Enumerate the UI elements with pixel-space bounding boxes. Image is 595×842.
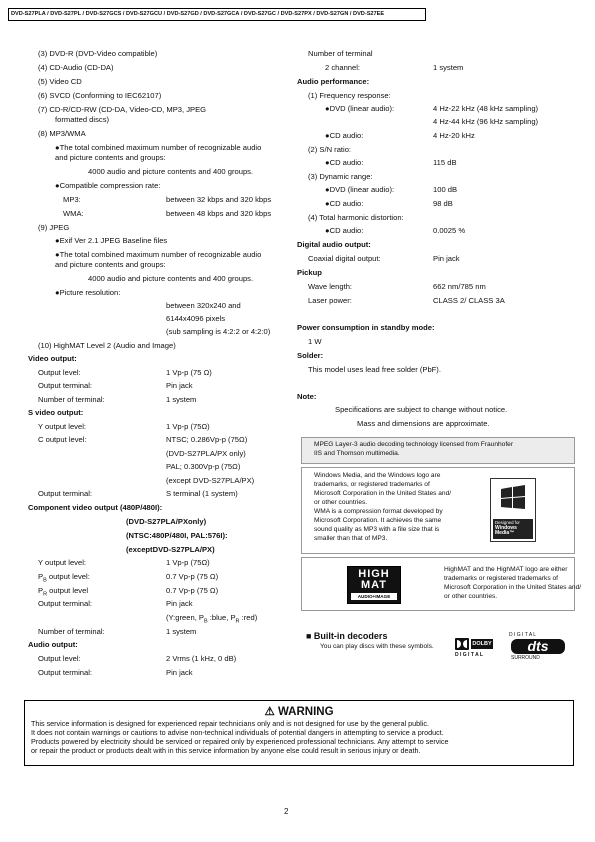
sv-c-label: C output level: <box>38 435 87 444</box>
mpeg-line-1: MPEG Layer-3 audio decoding technology licensed from Fraunhofer <box>314 441 514 448</box>
windows-media-logo <box>490 478 536 542</box>
cv-terminal-value: Pin jack <box>166 599 193 608</box>
wave-label: Wave length: <box>308 282 353 291</box>
spec-item-7-cont: formatted discs) <box>55 115 110 124</box>
vo-terminal-label: Output terminal: <box>38 381 93 390</box>
warning-line-2: It does not contain warnings or cautions to advise non-technical individuals of potential dangers in attempting to service a product. <box>31 728 444 737</box>
note-line-2: Mass and dimensions are approximate. <box>357 419 490 428</box>
sn-cd-value: 115 dB <box>433 158 457 167</box>
built-in-decoders-title: ■ Built-in decoders <box>306 631 388 641</box>
highmat-logo: HIGH MAT AUDIO+IMAGE <box>347 566 401 604</box>
audio-performance-heading: Audio performance: <box>297 77 370 86</box>
vo-terminal-value: Pin jack <box>166 381 193 390</box>
spec-item-6: (6) SVCD (Conforming to IEC62107) <box>38 91 162 100</box>
mp3-total-text-3: 4000 audio and picture contents and 400 groups. <box>88 167 254 176</box>
ch2-label: 2 channel: <box>325 63 361 72</box>
freq-heading: (1) Frequency response: <box>308 91 391 100</box>
power-heading: Power consumption in standby mode: <box>297 323 435 332</box>
spec-item-7: (7) CD-R/CD-RW (CD-DA, Video-CD, MP3, JPEG <box>38 105 207 114</box>
spec-item-3: (3) DVD-R (DVD-Video compatible) <box>38 49 158 58</box>
thd-cd-label: ●CD audio: <box>325 226 364 235</box>
ao-terminal-label: Output terminal: <box>38 668 93 677</box>
vo-number-label: Number of terminal: <box>38 395 105 404</box>
pickup-heading: Pickup <box>297 268 322 277</box>
hm-line-1: HighMAT and the HighMAT logo are either <box>444 566 568 573</box>
jpg-total-text: ●The total combined maximum number of recognizable audio <box>55 250 262 259</box>
jpg-total-text-2: and picture contents and groups: <box>55 260 166 269</box>
spec-item-8: (8) MP3/WMA <box>38 129 86 138</box>
vo-level-label: Output level: <box>38 368 81 377</box>
sv-y-value: 1 Vp-p (75Ω) <box>166 422 210 431</box>
mpeg-license-box <box>301 437 575 464</box>
resolution-value-2: 6144x4096 pixels <box>166 314 226 323</box>
wm-line-6: Microsoft Corporation. It achieves the same <box>314 517 442 524</box>
page-number: 2 <box>284 807 289 816</box>
wm-line-7: sound quality as MP3 with a file size that is <box>314 526 440 533</box>
wm-line-2: trademarks, or registered trademarks of <box>314 481 430 488</box>
spec-item-5: (5) Video CD <box>38 77 82 86</box>
cv-y-label: Y output level: <box>38 558 86 567</box>
freq-dvd-value-2: 4 Hz-44 kHz (96 kHz sampling) <box>433 117 539 126</box>
wm-line-3: Microsoft Corporation in the United States and/ <box>314 490 452 497</box>
component-note-2: (NTSC:480P/480I, PAL:576I): <box>126 531 228 540</box>
warning-line-1: This service information is designed for experienced repair technicians only and is not designed for use by the general public. <box>31 719 429 728</box>
sn-heading: (2) S/N ratio: <box>308 145 352 154</box>
dynamic-range-heading: (3) Dynamic range: <box>308 172 373 181</box>
wm-line-8: smaller than that of MP3. <box>314 535 388 542</box>
ch2-value: 1 system <box>433 63 464 72</box>
sv-c-value-4: (except DVD-S27PLA/PX) <box>166 476 255 485</box>
freq-dvd-value-1: 4 Hz-22 kHz (48 kHz sampling) <box>433 104 539 113</box>
built-in-decoders-sub: You can play discs with these symbols. <box>320 643 434 650</box>
windows-flag-icon <box>491 479 535 517</box>
ao-level-value: 2 Vrms (1 kHz, 0 dB) <box>166 654 237 663</box>
wma-rate-label: WMA: <box>63 209 84 218</box>
coax-label: Coaxial digital output: <box>308 254 381 263</box>
dolby-digital-logo: DOLBY D I G I T A L <box>455 638 497 660</box>
warning-title: ⚠ WARNING <box>264 706 334 718</box>
component-note-3: (exceptDVD-S27PLA/PX) <box>126 545 215 554</box>
power-value: 1 W <box>308 337 322 346</box>
mp3-rate-value: between 32 kbps and 320 kbps <box>166 195 272 204</box>
solder-heading: Solder: <box>297 351 324 360</box>
warning-line-3: Products powered by electricity should be serviced or repaired only by experienced professional technicians. Any attempt to service <box>31 737 449 746</box>
picture-resolution-heading: ●Picture resolution: <box>55 288 121 297</box>
wm-line-1: Windows Media, and the Windows logo are <box>314 472 441 479</box>
warning-box <box>24 700 574 766</box>
wm-logo-label: Designed for Windows Media™ <box>493 519 533 539</box>
digital-audio-heading: Digital audio output: <box>297 240 371 249</box>
mp3-rate-label: MP3: <box>63 195 81 204</box>
cv-terminal-label: Output terminal: <box>38 599 93 608</box>
mp3-total-text-2: and picture contents and groups: <box>55 153 166 162</box>
num-terminal-heading: Number of terminal <box>308 49 373 58</box>
dyn-cd-label: ●CD audio: <box>325 199 364 208</box>
cv-pb-value: 0.7 Vp-p (75 Ω) <box>166 572 219 581</box>
video-output-heading: Video output: <box>28 354 77 363</box>
highmat-box <box>301 557 582 611</box>
sv-c-value-2: (DVD-S27PLA/PX only) <box>166 449 246 458</box>
jpg-total-text-3: 4000 audio and picture contents and 400 groups. <box>88 274 254 283</box>
ao-level-label: Output level: <box>38 654 81 663</box>
sv-terminal-value: S terminal (1 system) <box>166 489 238 498</box>
sv-y-label: Y output level: <box>38 422 86 431</box>
thd-cd-value: 0.0025 % <box>433 226 466 235</box>
freq-cd-value: 4 Hz-20 kHz <box>433 131 475 140</box>
audio-output-heading: Audio output: <box>28 640 78 649</box>
svideo-heading: S video output: <box>28 408 84 417</box>
windows-media-box <box>301 467 575 554</box>
wm-line-4: or other countries. <box>314 499 368 506</box>
wma-rate-value: between 48 kbps and 320 kbps <box>166 209 272 218</box>
laser-value: CLASS 2/ CLASS 3A <box>433 296 505 305</box>
component-video-heading: Component video output (480P/480I): <box>28 503 163 512</box>
cv-pr-label: $P_R$ output level <box>38 586 89 598</box>
sv-c-value-1: NTSC; 0.286Vp-p (75Ω) <box>166 435 248 444</box>
cv-color-codes: (Y:green, $P_B$ :blue, $P_R$ :red) <box>166 613 258 625</box>
thd-heading: (4) Total harmonic distortion: <box>308 213 404 222</box>
vo-number-value: 1 system <box>166 395 197 404</box>
cv-pr-value: 0.7 Vp-p (75 Ω) <box>166 586 219 595</box>
exif-text: ●Exif Ver 2.1 JPEG Baseline files <box>55 236 168 245</box>
hm-line-4: or other countries. <box>444 593 498 600</box>
spec-item-9: (9) JPEG <box>38 223 70 232</box>
solder-value: This model uses lead free solder (PbF). <box>308 365 441 374</box>
wave-value: 662 nm/785 nm <box>433 282 486 291</box>
coax-value: Pin jack <box>433 254 460 263</box>
cv-number-value: 1 system <box>166 627 197 636</box>
sv-c-value-3: PAL; 0.300Vp-p (75Ω) <box>166 462 241 471</box>
spec-item-4: (4) CD-Audio (CD-DA) <box>38 63 114 72</box>
compression-rate-heading: ●Compatible compression rate: <box>55 181 161 190</box>
resolution-value-1: between 320x240 and <box>166 301 241 310</box>
dyn-dvd-value: 100 dB <box>433 185 458 194</box>
spec-item-10: (10) HighMAT Level 2 (Audio and Image) <box>38 341 176 350</box>
freq-dvd-label: ●DVD (linear audio): <box>325 104 395 113</box>
dyn-cd-value: 98 dB <box>433 199 453 208</box>
sn-cd-label: ●CD audio: <box>325 158 364 167</box>
wm-line-5: WMA is a compression format developed by <box>314 508 443 515</box>
note-heading: Note: <box>297 392 317 401</box>
model-header: DVD-S27PLA / DVD-S27PL / DVD-S27GCS / DVD-S27GCU / DVD-S27GD / DVD-S27GCA / DVD-S27GC / DVD-S27PX / DVD-S27GN / DVD-S27EE <box>8 8 426 21</box>
hm-line-3: Microsoft Corporation in the United States and/ <box>444 584 582 591</box>
note-line-1: Specifications are subject to change without notice. <box>335 405 508 414</box>
dolby-dd-icon <box>455 638 469 650</box>
cv-y-value: 1 Vp-p (75Ω) <box>166 558 210 567</box>
cv-pb-label: $P_B$ output level: <box>38 572 90 584</box>
ao-terminal-value: Pin jack <box>166 668 193 677</box>
laser-label: Laser power: <box>308 296 352 305</box>
resolution-value-3: (sub sampling is 4:2:2 or 4:2:0) <box>166 327 271 336</box>
dyn-dvd-label: ●DVD (linear audio): <box>325 185 395 194</box>
dts-logo: D I G I T A L dts SURROUND <box>505 632 573 662</box>
cv-number-label: Number of terminal: <box>38 627 105 636</box>
vo-level-value: 1 Vp-p (75 Ω) <box>166 368 212 377</box>
sv-terminal-label: Output terminal: <box>38 489 93 498</box>
hm-line-2: trademarks or registered trademarks of <box>444 575 558 582</box>
mpeg-line-2: IIS and Thomson multimedia. <box>314 450 400 457</box>
freq-cd-label: ●CD audio: <box>325 131 364 140</box>
warning-line-4: or repair the product or products dealt with in this service information by anyone else could result in serious injury or death. <box>31 746 421 755</box>
mp3-total-text: ●The total combined maximum number of recognizable audio <box>55 143 262 152</box>
component-note-1: (DVD-S27PLA/PXonly) <box>126 517 207 526</box>
